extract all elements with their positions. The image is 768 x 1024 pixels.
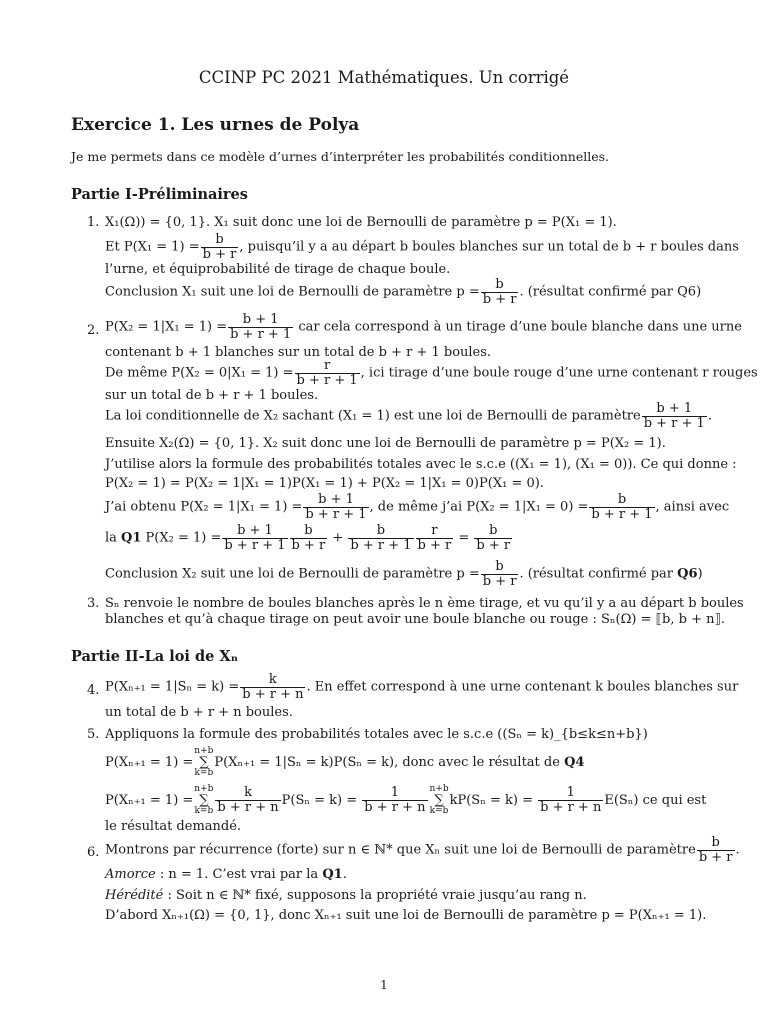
fraction-r-over-br: $\frac{r}{b + r}$ bbox=[417, 523, 452, 553]
ref-q1: Q1 bbox=[121, 530, 142, 546]
fraction-b1-over-br1: $\frac{b + 1}{b + r + 1}$ bbox=[230, 312, 292, 342]
fraction-b-over-br: $\frac{b}{b + r}$ bbox=[476, 523, 511, 553]
q2-line8: P(X₂ = 1) = P(X₂ = 1|X₁ = 1)P(X₁ = 1) + P(X₂ = 1|X₁ = 0)P(X₁ = 0). bbox=[105, 476, 544, 491]
q4-line1: P(Xₙ₊₁ = 1|Sₙ = k) = $\frac{k}{b + r + n}$ . En effet correspond à une urne contenant k boules blanches sur bbox=[105, 672, 739, 702]
q2-line7: J’utilise alors la formule des probabilités totales avec le s.c.e ((X₁ = 1), (X₁ = 0)). Ce qui donne : bbox=[105, 457, 737, 472]
q6-line4: D’abord Xₙ₊₁(Ω) = {0, 1}, donc Xₙ₊₁ suit une loi de Bernoulli de paramètre p = P(Xₙ₊₁ = 1). bbox=[105, 908, 707, 923]
q2-line2: contenant b + 1 blanches sur un total de b + r + 1 boules. bbox=[105, 345, 492, 360]
q6-line1: Montrons par récurrence (forte) sur n ∈ ℕ* que Xₙ suit une loi de Bernoulli de paramètre $\frac{b}{b + r}$ . bbox=[105, 835, 740, 865]
fraction-b-over-br: $\frac{b}{b + r}$ bbox=[202, 232, 237, 262]
q1-line2: Et P(X₁ = 1) = $\frac{b}{b + r}$ , puisqu’il y a au départ b boules blanches sur un total de b + r boules dans bbox=[105, 232, 739, 262]
q2-number: 2. bbox=[87, 323, 100, 338]
fraction-1-over-brn: $\frac{1}{b + r + n}$ bbox=[540, 785, 602, 815]
fraction-b1-over-br1: $\frac{b + 1}{b + r + 1}$ bbox=[224, 523, 286, 553]
q2-line6: Ensuite X₂(Ω) = {0, 1}. X₂ suit donc une loi de Bernoulli de paramètre p = P(X₂ = 1). bbox=[105, 436, 666, 451]
q2-line10: la Q1 P(X₂ = 1) = $\frac{b + 1}{b + r + 1}$ $\frac{b}{b + r}$ + $\frac{b}{b + r + 1}$ $\frac{r}{b + r}$ = $\frac{b}{b + r}$ bbox=[105, 523, 511, 553]
fraction-b1-over-br1: $\frac{b + 1}{b + r + 1}$ bbox=[305, 492, 367, 522]
q3-line2: blanches et qu’à chaque tirage on peut avoir une boule blanche ou rouge : Sₙ(Ω) = ⟦b, b + n⟧. bbox=[105, 612, 726, 627]
q1-number: 1. bbox=[87, 215, 100, 230]
document-title: CCINP PC 2021 Mathématiques. Un corrigé bbox=[198, 68, 570, 87]
ref-q6: Q6 bbox=[677, 566, 698, 582]
fraction-b-over-br1: $\frac{b}{b + r + 1}$ bbox=[591, 492, 653, 522]
q5-number: 5. bbox=[87, 727, 100, 742]
fraction-b-over-br: $\frac{b}{b + r}$ bbox=[291, 523, 326, 553]
q3-line1: Sₙ renvoie le nombre de boules blanches après le n ème tirage, et vu qu’il y a au départ b boules bbox=[105, 596, 744, 611]
q2-line5: La loi conditionnelle de X₂ sachant (X₁ = 1) est une loi de Bernoulli de paramètre $\frac{b + 1}{b + r + 1}$ . bbox=[105, 401, 712, 431]
q5-line3: P(Xₙ₊₁ = 1) =n+b ∑ k=b $\frac{k}{b + r + n}$ P(Sₙ = k) = $\frac{1}{b + r + n}$ n+b ∑ k=bkP(Sₙ = k) = $\frac{1}{b + r + n}$ E(Sₙ) ce qui est bbox=[105, 784, 707, 816]
page-number: 1 bbox=[380, 978, 388, 992]
q2-line11: Conclusion X₂ suit une loi de Bernoulli de paramètre p = $\frac{b}{b + r}$ . (résultat confirmé par Q6) bbox=[105, 559, 703, 589]
exercise-title: Exercice 1. Les urnes de Polya bbox=[71, 115, 360, 135]
fraction-r-over-br1: $\frac{r}{b + r + 1}$ bbox=[296, 358, 358, 388]
q6-number: 6. bbox=[87, 845, 100, 860]
q2-line1: P(X₂ = 1|X₁ = 1) = $\frac{b + 1}{b + r + 1}$ car cela correspond à un tirage d’une boule blanche dans une urne bbox=[105, 312, 742, 342]
fraction-b1-over-br1: $\frac{b + 1}{b + r + 1}$ bbox=[643, 401, 705, 431]
fraction-k-over-brn: $\frac{k}{b + r + n}$ bbox=[217, 785, 279, 815]
fraction-b-over-br1: $\frac{b}{b + r + 1}$ bbox=[350, 523, 412, 553]
part2-heading: Partie II-La loi de Xₙ bbox=[71, 648, 239, 665]
fraction-1-over-brn: $\frac{1}{b + r + n}$ bbox=[364, 785, 426, 815]
summation-symbol: n+b ∑ k=b bbox=[194, 746, 214, 778]
q5-line1: Appliquons la formule des probabilités totales avec le s.c.e ((Sₙ = k)_{b≤k≤n+b}) bbox=[105, 727, 648, 742]
q2-line3: De même P(X₂ = 0|X₁ = 1) = $\frac{r}{b + r + 1}$ , ici tirage d’une boule rouge d’une urne contenant r rouges bbox=[105, 358, 758, 388]
intro-paragraph: Je me permets dans ce modèle d’urnes d’interpréter les probabilités conditionnelles. bbox=[71, 149, 610, 164]
q1-line1: X₁(Ω)) = {0, 1}. X₁ suit donc une loi de Bernoulli de paramètre p = P(X₁ = 1). bbox=[105, 215, 617, 230]
q4-number: 4. bbox=[87, 683, 100, 698]
fraction-b-over-br: $\frac{b}{b + r}$ bbox=[698, 835, 733, 865]
q1-line3: l’urne, et équiprobabilité de tirage de chaque boule. bbox=[105, 262, 451, 277]
q4-line2: un total de b + r + n boules. bbox=[105, 705, 293, 720]
ref-q1: Q1 bbox=[322, 867, 343, 882]
ref-q4: Q4 bbox=[564, 755, 585, 770]
q2-line4: sur un total de b + r + 1 boules. bbox=[105, 388, 319, 403]
q5-line2: P(Xₙ₊₁ = 1) =n+b ∑ k=bP(Xₙ₊₁ = 1|Sₙ = k)P(Sₙ = k), donc avec le résultat de Q4 bbox=[105, 746, 585, 778]
fraction-k-over-brn: $\frac{k}{b + r + n}$ bbox=[242, 672, 304, 702]
part1-heading: Partie I-Préliminaires bbox=[71, 186, 248, 203]
fraction-b-over-br: $\frac{b}{b + r}$ bbox=[482, 277, 517, 307]
q6-line3: Hérédité : Soit n ∈ ℕ* fixé, supposons la propriété vraie jusqu’au rang n. bbox=[105, 888, 587, 903]
q1-line4: Conclusion X₁ suit une loi de Bernoulli de paramètre p = $\frac{b}{b + r}$ . (résultat confirmé par Q6) bbox=[105, 277, 702, 307]
q6-line2: Amorce : n = 1. C’est vrai par la Q1. bbox=[105, 867, 347, 882]
q3-number: 3. bbox=[87, 596, 100, 611]
summation-symbol: n+b ∑ k=b bbox=[194, 784, 214, 816]
summation-symbol: n+b ∑ k=b bbox=[429, 784, 449, 816]
q2-line9: J’ai obtenu P(X₂ = 1|X₁ = 1) = $\frac{b + 1}{b + r + 1}$ , de même j’ai P(X₂ = 1|X₁ = 0) = $\frac{b}{b + r + 1}$ , ainsi avec bbox=[105, 492, 730, 522]
q5-line4: le résultat demandé. bbox=[105, 819, 242, 834]
fraction-b-over-br: $\frac{b}{b + r}$ bbox=[482, 559, 517, 589]
